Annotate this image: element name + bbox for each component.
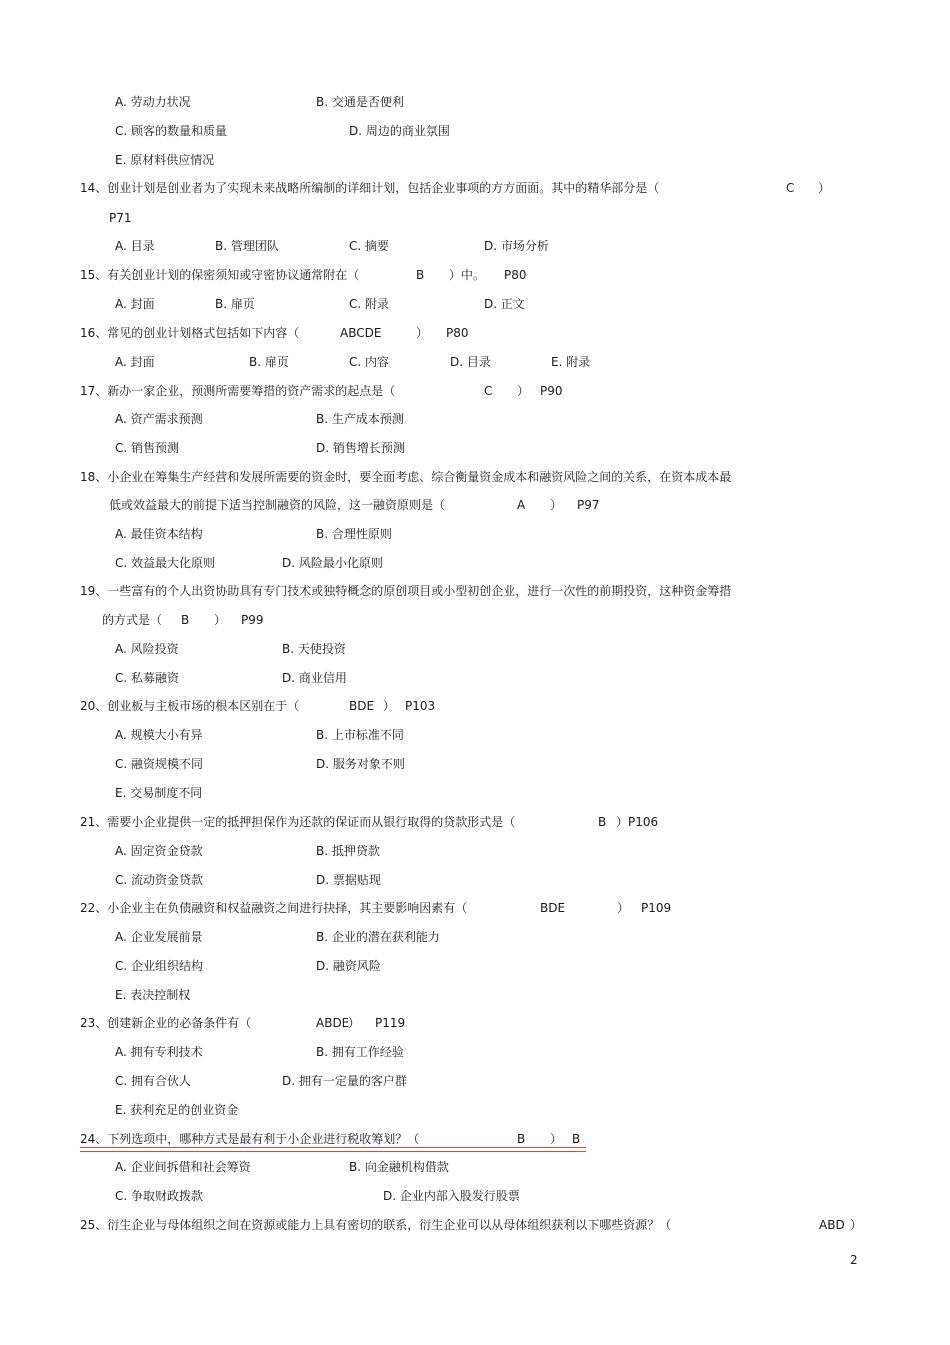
text-line: B. 合理性原则	[316, 527, 392, 541]
text-line: B. 扉页	[215, 297, 255, 311]
text-line: BDE	[349, 699, 375, 713]
text-line: B. 交通是否便利	[316, 95, 404, 109]
text-line: B	[416, 268, 425, 282]
text-line: 19、一些富有的个人出资协助具有专门技术或独特概念的原创项目或小型初创企业，进行一次性的前期投资，这种资金筹措	[80, 584, 732, 598]
text-line: ）	[550, 1132, 563, 1146]
text-line: 25、衍生企业与母体组织之间在资源或能力上具有密切的联系，衍生企业可以从母体组织获利以下哪些资源？（	[80, 1218, 672, 1232]
text-line: P109	[641, 901, 672, 915]
text-line: A. 最佳资本结构	[115, 527, 203, 541]
text-line: A. 企业间拆借和社会筹资	[115, 1160, 251, 1174]
text-line: BDE	[540, 901, 566, 915]
red-underline	[80, 1147, 586, 1148]
text-line: 16、常见的创业计划格式包括如下内容（	[80, 326, 300, 340]
text-line: D. 票据贴现	[316, 873, 381, 887]
text-line: B	[517, 1132, 526, 1146]
text-line: A. 劳动力状况	[115, 95, 191, 109]
text-line: P97	[577, 498, 600, 512]
text-line: D. 拥有一定量的客户群	[282, 1074, 407, 1088]
text-line: C. 销售预测	[115, 441, 180, 455]
text-line: 20、创业板与主板市场的根本区别在于（	[80, 699, 300, 713]
text-line: D. 目录	[450, 355, 491, 369]
text-line: C	[786, 181, 795, 195]
text-line: D. 商业信用	[282, 671, 347, 685]
text-line: ）	[383, 699, 396, 713]
text-line: B. 生产成本预测	[316, 412, 404, 426]
text-line: 低或效益最大的前提下适当控制融资的风险，这一融资原则是（	[109, 498, 446, 512]
text-line: 24、下列选项中，哪种方式是最有利于小企业进行税收筹划？（	[80, 1132, 420, 1146]
text-line: B. 天使投资	[282, 642, 346, 656]
text-line: P71	[109, 211, 132, 225]
text-line: B. 上市标准不同	[316, 728, 404, 742]
text-line: 14、创业计划是创业者为了实现未来战略所编制的详细计划，包括企业事项的方方面面。其中的精华部分是（	[80, 181, 660, 195]
text-line: C. 摘要	[349, 239, 390, 253]
text-line: P80	[446, 326, 469, 340]
text-line: 18、小企业在筹集生产经营和发展所需要的资金时，要全面考虑、综合衡量资金成本和融资风险之间的关系，在资本成本最	[80, 470, 732, 484]
text-line: 23、创建新企业的必备条件有（	[80, 1016, 252, 1030]
text-line: 15、有关创业计划的保密须知或守密协议通常附在（	[80, 268, 360, 282]
text-line: ）	[214, 613, 227, 627]
text-line: C. 融资规模不同	[115, 757, 204, 771]
text-line: D. 企业内部入股发行股票	[383, 1189, 520, 1203]
text-line: B. 抵押贷款	[316, 844, 380, 858]
text-line: ）	[850, 1218, 863, 1232]
text-line: B	[598, 815, 607, 829]
text-line: D. 服务对象不则	[316, 757, 405, 771]
text-line: D. 风险最小化原则	[282, 556, 383, 570]
text-line: P90	[540, 384, 563, 398]
page-number: 2	[850, 1253, 858, 1267]
text-line: ABDE	[316, 1016, 350, 1030]
text-line: E. 表决控制权	[115, 988, 191, 1002]
text-line: A. 风险投资	[115, 642, 179, 656]
text-line: 17、新办一家企业，预测所需要筹措的资产需求的起点是（	[80, 384, 396, 398]
text-line: A. 封面	[115, 297, 155, 311]
text-line: B. 向金融机构借款	[349, 1160, 449, 1174]
text-line: C. 企业组织结构	[115, 959, 204, 973]
text-line: ）P106	[616, 815, 659, 829]
text-line: A. 固定资金贷款	[115, 844, 203, 858]
text-line: A. 目录	[115, 239, 155, 253]
red-underline-second	[80, 1151, 586, 1152]
text-line: A. 企业发展前景	[115, 930, 203, 944]
text-line: C. 内容	[349, 355, 390, 369]
text-line: ）	[617, 901, 630, 915]
text-line: ）	[818, 181, 831, 195]
text-line: ）	[348, 1016, 361, 1030]
text-line: E. 获利充足的创业资金	[115, 1103, 239, 1117]
text-line: ）	[550, 498, 563, 512]
text-line: ）	[517, 384, 530, 398]
text-line: D. 融资风险	[316, 959, 381, 973]
text-line: C. 拥有合伙人	[115, 1074, 192, 1088]
text-line: D. 周边的商业氛围	[349, 124, 450, 138]
text-line: E. 交易制度不同	[115, 786, 203, 800]
text-line: ）	[416, 326, 429, 340]
text-line: C. 流动资金贷款	[115, 873, 204, 887]
text-line: P119	[375, 1016, 406, 1030]
text-line: C. 顾客的数量和质量	[115, 124, 228, 138]
text-line: C. 效益最大化原则	[115, 556, 216, 570]
text-line: 21、需要小企业提供一定的抵押担保作为还款的保证而从银行取得的贷款形式是（	[80, 815, 516, 829]
text-line: B. 企业的潜在获利能力	[316, 930, 440, 944]
text-line: E. 原材料供应情况	[115, 153, 215, 167]
text-line: E. 附录	[551, 355, 591, 369]
text-line: B. 管理团队	[215, 239, 279, 253]
text-line: ABD	[819, 1218, 845, 1232]
text-line: ）中。	[449, 268, 486, 282]
text-line: C. 争取财政拨款	[115, 1189, 204, 1203]
text-line: 22、小企业主在负债融资和权益融资之间进行抉择，其主要影响因素有（	[80, 901, 468, 915]
text-line: C. 附录	[349, 297, 390, 311]
text-line: 的方式是（	[102, 613, 163, 627]
text-line: ABCDE	[340, 326, 382, 340]
text-line: B	[181, 613, 190, 627]
text-line: D. 市场分析	[484, 239, 549, 253]
text-line: A	[517, 498, 526, 512]
text-line: B	[572, 1132, 581, 1146]
text-line: A. 资产需求预测	[115, 412, 203, 426]
text-line: D. 销售增长预测	[316, 441, 405, 455]
text-line: P103	[405, 699, 436, 713]
text-line: C. 私募融资	[115, 671, 180, 685]
text-line: D. 正文	[484, 297, 525, 311]
text-line: A. 拥有专利技术	[115, 1045, 203, 1059]
text-line: P80	[504, 268, 527, 282]
text-line: P99	[241, 613, 264, 627]
text-line: C	[484, 384, 493, 398]
text-line: B. 扉页	[249, 355, 289, 369]
text-line: A. 封面	[115, 355, 155, 369]
text-line: A. 规模大小有异	[115, 728, 203, 742]
text-line: B. 拥有工作经验	[316, 1045, 404, 1059]
